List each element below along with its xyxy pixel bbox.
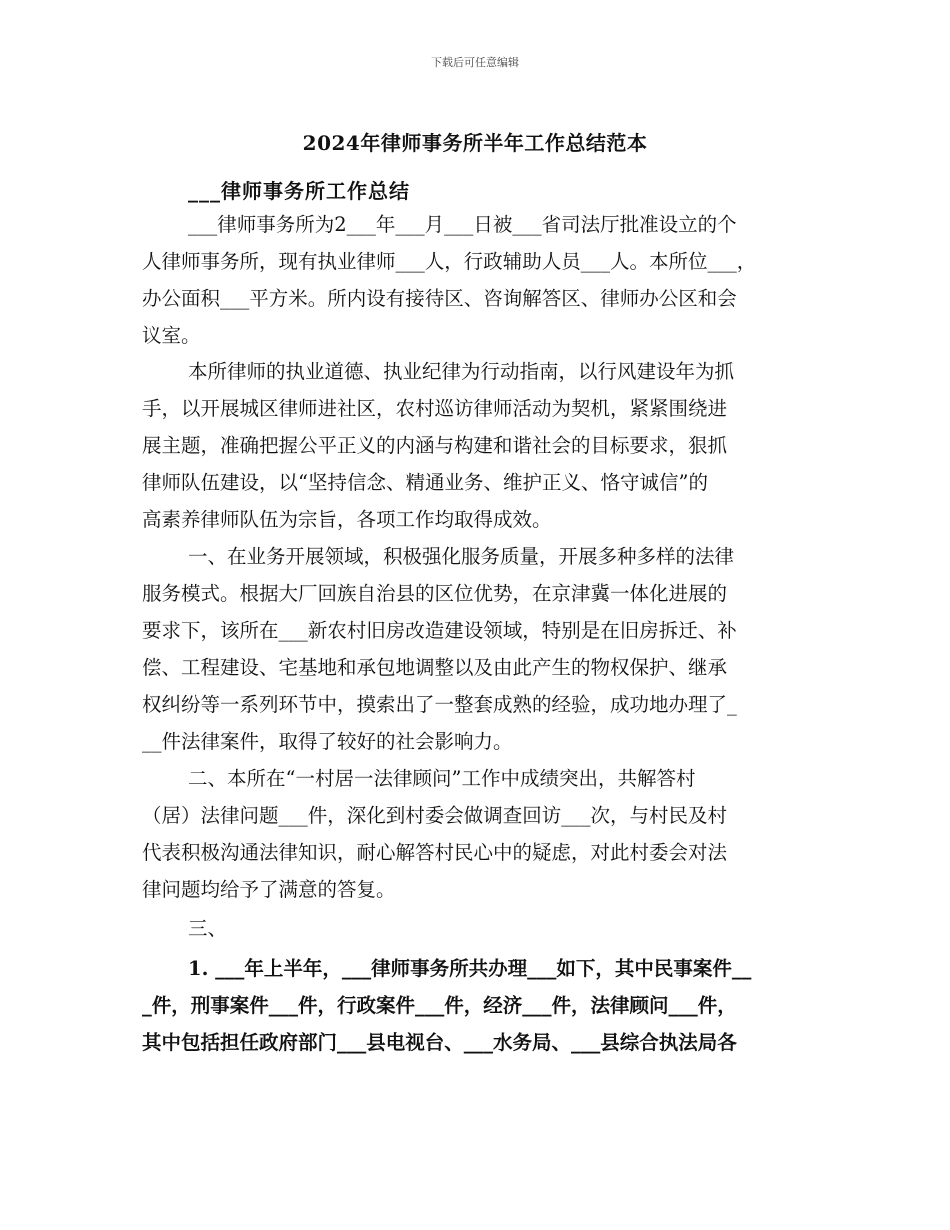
paragraph-line: __件法律案件，取得了较好的社会影响力。: [142, 730, 513, 753]
paragraph-line: 展主题，准确把握公平正义的内涵与构建和谐社会的目标要求，狠抓: [142, 434, 728, 457]
paragraph-line: 一、在业务开展领域，积极强化服务质量，开展多种多样的法律: [188, 545, 735, 568]
paragraph-line: _件，刑事案件___件，行政案件___件，经济___件，法律顾问___件，: [142, 994, 737, 1017]
paragraph-line: 权纠纷等一系列环节中，摸索出了一整套成熟的经验，成功地办理了_: [142, 693, 737, 716]
header-note: 下载后可任意编辑: [431, 56, 519, 69]
paragraph-line: 1. ___年上半年，___律师事务所共办理___如下，其中民事案件__: [188, 957, 752, 980]
paragraph-line: 手，以开展城区律师进社区，农村巡访律师活动为契机，紧紧围绕进: [142, 397, 728, 420]
paragraph-line: 律问题均给予了满意的答复。: [142, 878, 396, 901]
paragraph-line: 三、: [188, 917, 228, 940]
paragraph-line: 本所律师的执业道德、执业纪律为行动指南，以行风建设年为抓: [188, 360, 735, 383]
paragraph-line: 代表积极沟通法律知识，耐心解答村民心中的疑虑，对此村委会对法: [142, 841, 728, 864]
paragraph-line: （居）法律问题___件，深化到村委会做调查回访___次，与村民及村: [142, 804, 728, 827]
paragraph-line: 要求下，该所在___新农村旧房改造建设领域，特别是在旧房拆迁、补: [142, 619, 737, 642]
paragraph-line: ___律师事务所为2___年___月___日被___省司法厅批准设立的个: [188, 213, 737, 236]
paragraph-line: 议室。: [142, 324, 201, 347]
paragraph-line: 服务模式。根据大厂回族自治县的区位优势，在京津冀一体化进展的: [142, 582, 728, 605]
document-title: 2024年律师事务所半年工作总结范本: [302, 131, 648, 155]
section-heading: ___律师事务所工作总结: [188, 179, 410, 203]
paragraph-line: 二、本所在“一村居一法律顾问”工作中成绩突出，共解答村: [188, 767, 696, 790]
paragraph-line: 律师队伍建设，以“坚持信念、精通业务、维护正义、恪守诚信”的: [142, 471, 708, 494]
paragraph-line: 办公面积___平方米。所内设有接待区、咨询解答区、律师办公区和会: [142, 287, 737, 310]
paragraph-line: 其中包括担任政府部门___县电视台、___水务局、___县综合执法局各: [142, 1031, 737, 1054]
paragraph-line: 人律师事务所，现有执业律师___人，行政辅助人员___人。本所位___，: [142, 250, 757, 273]
paragraph-line: 偿、工程建设、宅基地和承包地调整以及由此产生的物权保护、继承: [142, 656, 728, 679]
paragraph-line: 高素养律师队伍为宗旨，各项工作均取得成效。: [142, 508, 552, 531]
